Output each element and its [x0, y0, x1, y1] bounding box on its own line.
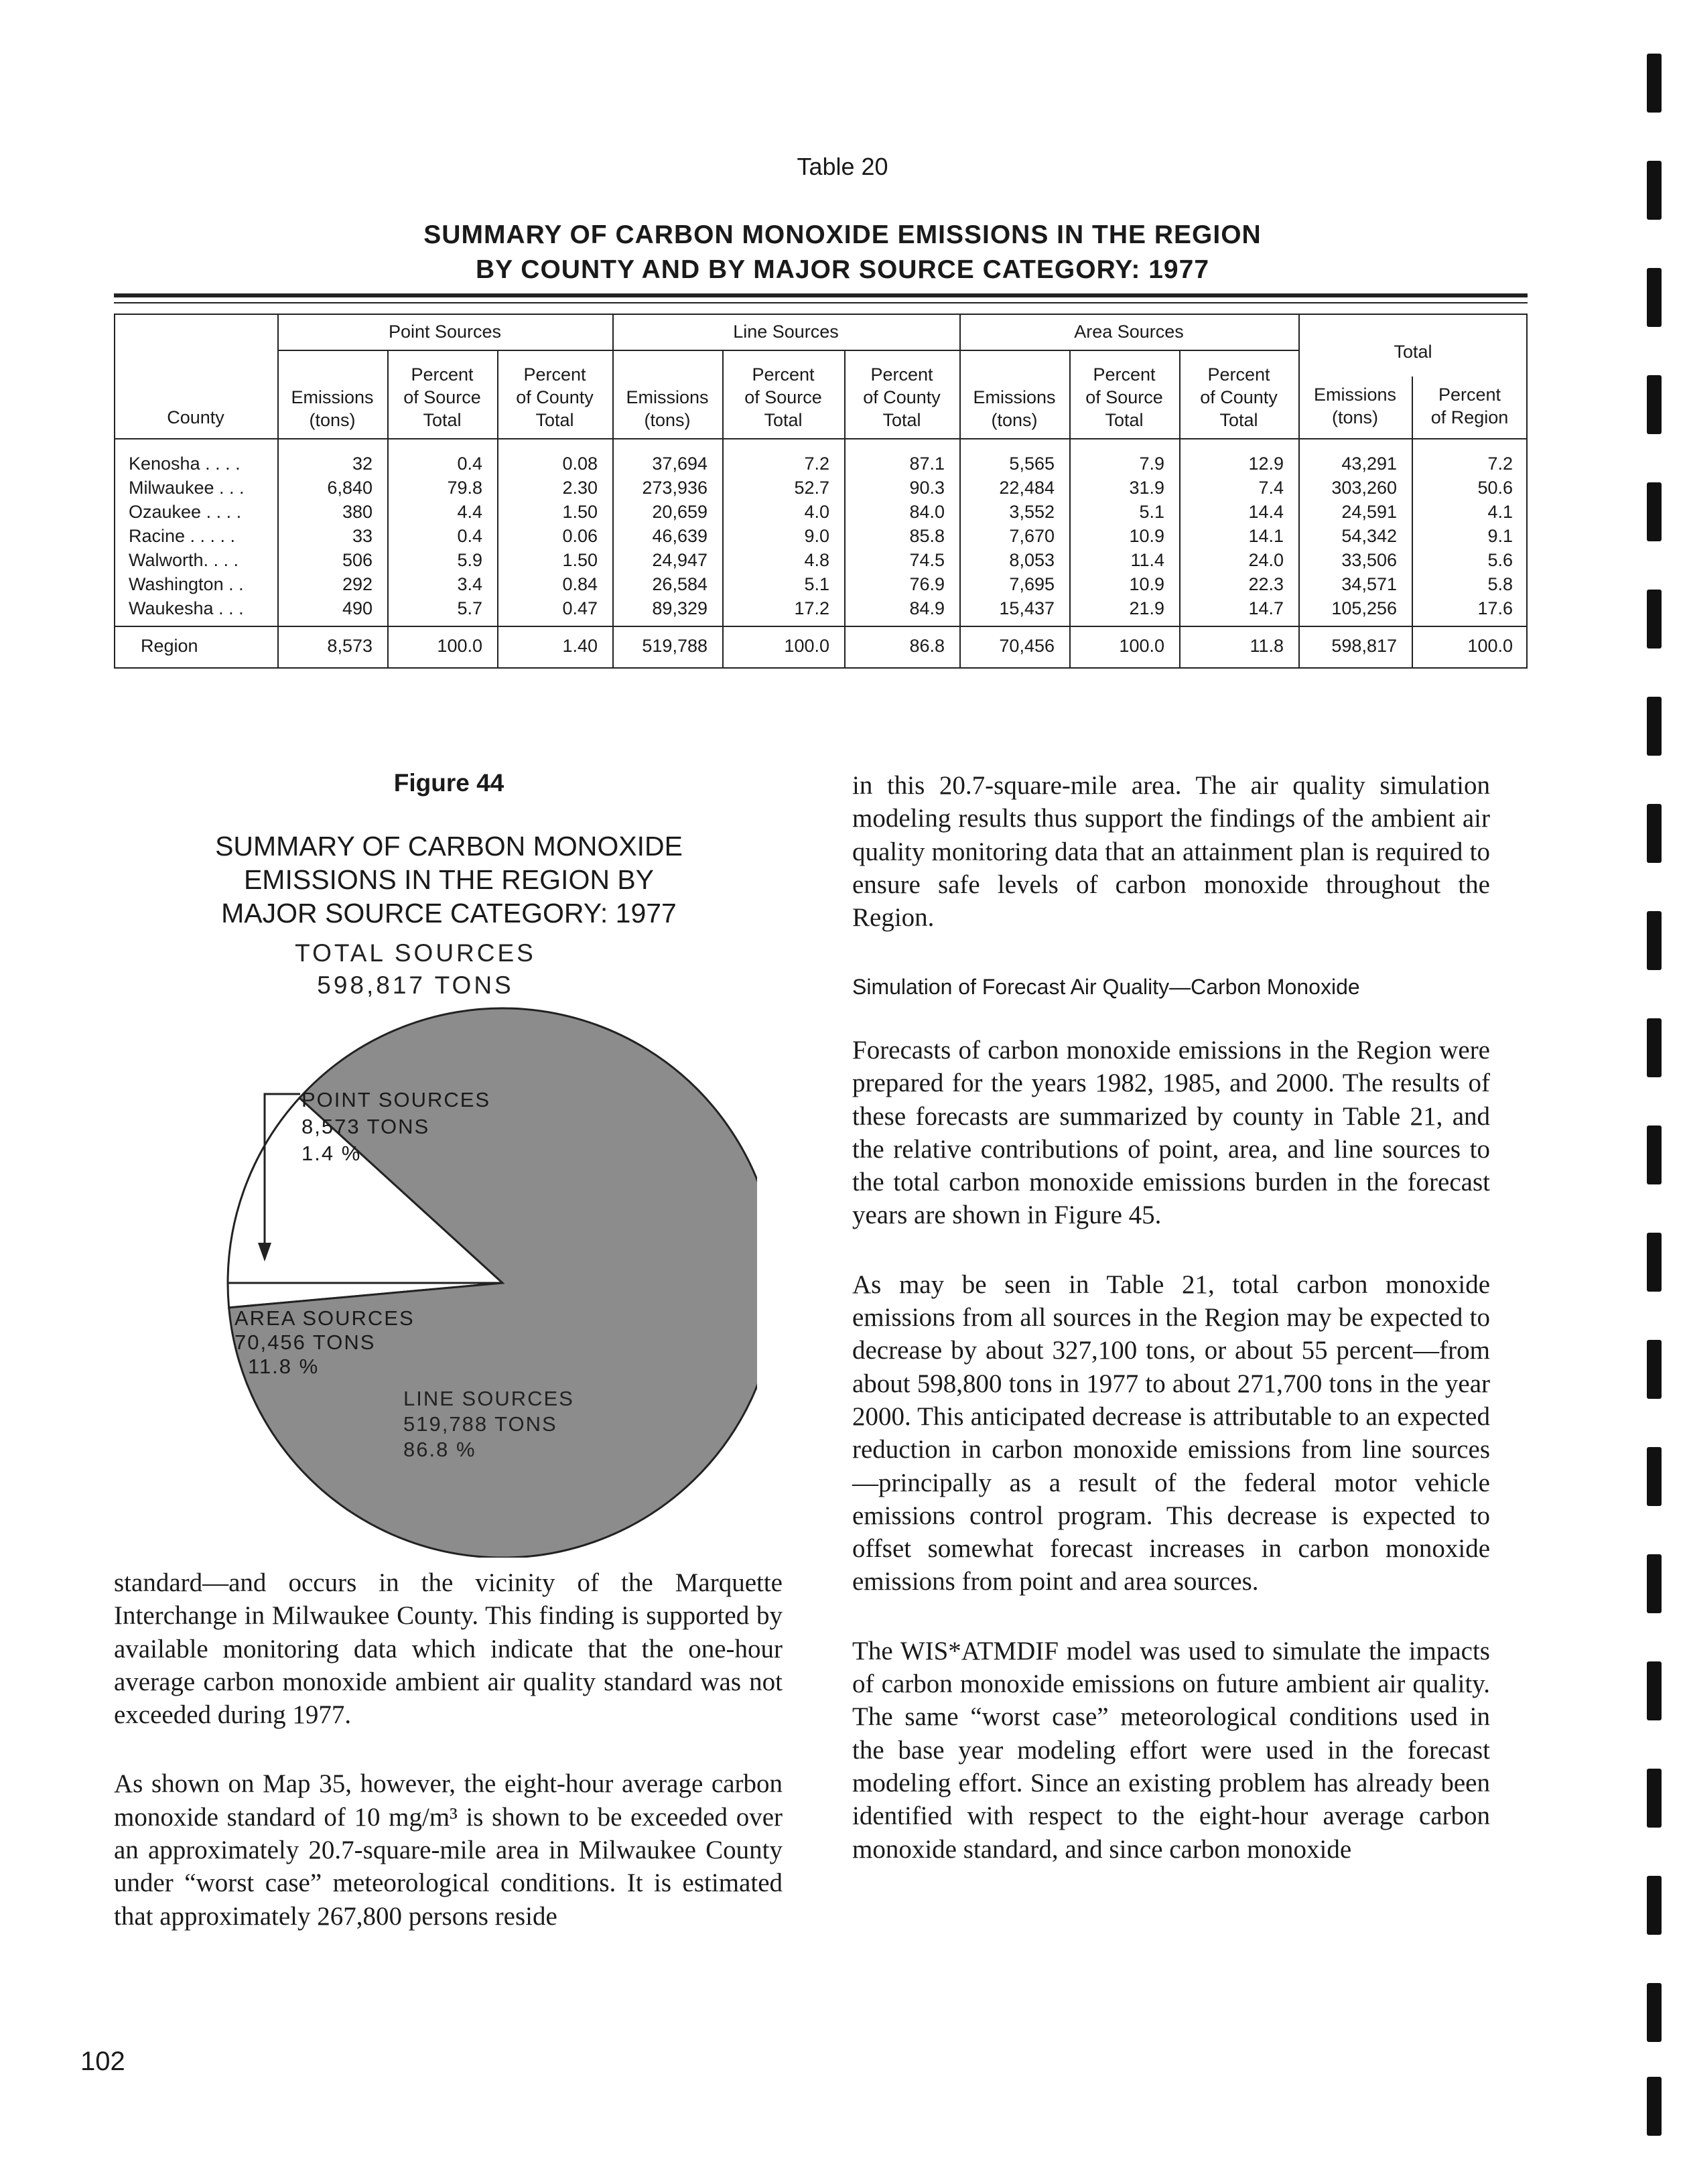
region-cell: 8,573: [327, 636, 373, 656]
column-subheader: Percent: [1207, 364, 1270, 385]
table-cell: 85.8: [909, 526, 945, 546]
table-cell: 0.84: [562, 574, 598, 594]
table-cell: 52.7: [794, 478, 829, 498]
left-paragraph-2: As shown on Map 35, however, the eight-hour average carbon monoxide standard of 10 mg/m³ is shown to be exceeded over an approximately 20.7-square-mile area in Milwaukee County under “worst case” meteorological conditions. It is estimated that approximately 267,800 persons reside: [114, 1769, 783, 1931]
table-cell: 90.3: [909, 478, 945, 498]
table-cell: 24.0: [1248, 550, 1284, 570]
table-label: Table 20: [797, 153, 888, 180]
table-cell: 17.2: [794, 598, 829, 618]
table-cell: 32: [352, 454, 373, 474]
column-subheader: Percent: [411, 364, 474, 385]
county-name: Washington . .: [129, 574, 244, 594]
table-rule-thin: [114, 302, 1528, 303]
pie-label-point-name: POINT SOURCES: [301, 1088, 491, 1111]
region-cell: 11.8: [1250, 636, 1284, 656]
table-rule-thick: [114, 293, 1528, 297]
column-subheader: of Source: [744, 387, 822, 407]
binding-mark: [1647, 1983, 1662, 2042]
figure-title-line-2: EMISSIONS IN THE REGION BY: [243, 864, 655, 895]
table-cell: 7,670: [1009, 526, 1055, 546]
table-cell: 7.2: [804, 454, 829, 474]
region-cell: 100.0: [784, 636, 829, 656]
table-cell: 303,260: [1331, 478, 1397, 498]
pie-label-line-name: LINE SOURCES: [403, 1387, 574, 1410]
binding-mark: [1647, 911, 1662, 970]
right-paragraph-2: As may be seen in Table 21, total carbon monoxide emissions from all sources in the Region may be expected to decrease by about 327,100 tons, or about 55 percent—from about 598,800 tons in 1977 to about 271,700 tons in the year 2000. This anticipated decrease is attributable to an expected reduction in carbon monoxide emissions from line sources—principally as a result of the federal motor vehicle emissions control program. This decrease is expected to offset somewhat forecast increases in carbon monoxide emissions from point and area sources.: [852, 1270, 1490, 1596]
table-cell: 0.06: [562, 526, 598, 546]
county-header: County: [167, 407, 224, 427]
pie-total-label: TOTAL SOURCES: [295, 941, 536, 967]
table-cell: 0.4: [457, 526, 482, 546]
column-subheader: (tons): [644, 410, 691, 430]
table-title-line-2: BY COUNTY AND BY MAJOR SOURCE CATEGORY: 1977: [475, 255, 1210, 284]
column-subheader: Emissions: [291, 387, 374, 407]
county-name: Milwaukee . . .: [129, 478, 245, 498]
table-cell: 7,695: [1009, 574, 1055, 594]
column-subheader: Percent: [1093, 364, 1156, 385]
table-border-bottom: [114, 667, 1528, 669]
table-cell: 14.1: [1248, 526, 1284, 546]
table-cell: 15,437: [999, 598, 1055, 618]
table-cell: 9.1: [1487, 526, 1513, 546]
column-subheader: Total: [423, 410, 462, 430]
pie-label-area-name: AREA SOURCES: [234, 1306, 415, 1330]
binding-marks: [1647, 54, 1667, 2144]
column-subheader: Emissions: [1313, 385, 1397, 405]
table-cell: 0.4: [457, 454, 482, 474]
table-border-right: [1526, 314, 1528, 669]
table-cell: 31.9: [1129, 478, 1164, 498]
table-cell: 10.9: [1129, 526, 1164, 546]
table-cell: 24,591: [1341, 502, 1397, 522]
table-cell: 2.30: [562, 478, 598, 498]
figure-label: Figure 44: [393, 769, 504, 797]
left-paragraph-1: standard—and occurs in the vicinity of the Marquette Interchange in Milwaukee County. This finding is supported by available monitoring data which indicate that the one-hour average carbon monoxide ambient air quality standard was not exceeded during 1977.: [114, 1568, 783, 1730]
column-subheader: of County: [1200, 387, 1278, 407]
table-cell: 4.8: [804, 550, 829, 570]
table-cell: 5.6: [1487, 550, 1513, 570]
section-heading: Simulation of Forecast Air Quality—Carbon Monoxide: [852, 975, 1360, 999]
binding-mark: [1647, 1876, 1662, 1935]
binding-mark: [1647, 1233, 1662, 1292]
total-header-label: Total: [1394, 342, 1432, 362]
table-cell: 34,571: [1341, 574, 1397, 594]
table-cell: 43,291: [1341, 454, 1397, 474]
table-cell: 79.8: [447, 478, 482, 498]
pie-label-line-pct: 86.8 %: [403, 1438, 476, 1461]
table-cell: 506: [342, 550, 373, 570]
right-text-column: [852, 1034, 1490, 1902]
group-header-label: Point Sources: [388, 322, 502, 342]
county-name: Walworth. . . .: [129, 550, 239, 570]
emissions-table: [114, 314, 1528, 669]
table-cell: 54,342: [1341, 526, 1397, 546]
binding-mark: [1647, 375, 1662, 434]
table-cell: 11.4: [1130, 550, 1164, 570]
column-subheader: of Source: [403, 387, 481, 407]
region-rule: [114, 626, 1528, 627]
group-header-label: Area Sources: [1074, 322, 1184, 342]
header-rule: [114, 438, 1528, 439]
region-cell: 100.0: [1119, 636, 1164, 656]
table-cell: 3.4: [457, 574, 482, 594]
table-cell: 84.9: [909, 598, 945, 618]
table-cell: 105,256: [1331, 598, 1397, 618]
table-cell: 24,947: [652, 550, 707, 570]
table-cell: 17.6: [1477, 598, 1513, 618]
region-cell: 598,817: [1331, 636, 1397, 656]
table-cell: 10.9: [1129, 574, 1164, 594]
table-cell: 33,506: [1341, 550, 1397, 570]
table-cell: 4.4: [457, 502, 482, 522]
table-cell: 5,565: [1009, 454, 1055, 474]
pie-chart: [167, 941, 757, 1558]
table-border-left: [114, 314, 115, 669]
table-cell: 8,053: [1009, 550, 1055, 570]
region-cell: 519,788: [642, 636, 707, 656]
table-cell: 4.1: [1487, 502, 1513, 522]
table-cell: 273,936: [642, 478, 707, 498]
right-paragraph-1: Forecasts of carbon monoxide emissions in the Region were prepared for the years 1982, 1985, and 2000. The results of these forecasts are summarized by county in Table 21, and the relative contributions of point, area, and line sources to the total carbon monoxide emissions burden in the forecast years are shown in Figure 45.: [852, 1036, 1490, 1230]
table-cell: 5.8: [1487, 574, 1513, 594]
table-cell: 12.9: [1248, 454, 1284, 474]
column-subheader: Total: [882, 410, 921, 430]
table-cell: 14.7: [1248, 598, 1284, 618]
column-subheader: Total: [1105, 410, 1144, 430]
table-cell: 22.3: [1248, 574, 1284, 594]
table-cell: 33: [352, 526, 373, 546]
table-cell: 21.9: [1129, 598, 1164, 618]
group-header-label: Line Sources: [733, 322, 839, 342]
table-cell: 5.1: [804, 574, 829, 594]
table-cell: 380: [342, 502, 373, 522]
column-subheader: (tons): [1331, 407, 1379, 427]
binding-mark: [1647, 804, 1662, 863]
region-cell: 1.40: [562, 636, 598, 656]
column-subheader: Percent: [1438, 385, 1501, 405]
county-name: Kenosha . . . .: [129, 454, 241, 474]
column-subheader: Emissions: [626, 387, 709, 407]
table-cell: 7.2: [1487, 454, 1513, 474]
county-name: Waukesha . . .: [129, 598, 244, 618]
table-title-line-1: SUMMARY OF CARBON MONOXIDE EMISSIONS IN THE REGION: [423, 220, 1262, 249]
table-cell: 50.6: [1477, 478, 1513, 498]
binding-mark: [1647, 54, 1662, 113]
column-subheader: of County: [863, 387, 941, 407]
column-subheader: Percent: [752, 364, 815, 385]
column-subheader: Percent: [523, 364, 586, 385]
binding-mark: [1647, 590, 1662, 649]
region-cell: 86.8: [909, 636, 945, 656]
column-subheader: Emissions: [973, 387, 1056, 407]
pie-label-point-tons: 8,573 TONS: [301, 1115, 430, 1138]
table-cell: 9.0: [804, 526, 829, 546]
pie-label-line-tons: 519,788 TONS: [403, 1412, 557, 1436]
table-cell: 89,329: [652, 598, 707, 618]
binding-mark: [1647, 1018, 1662, 1077]
table-cell: 20,659: [652, 502, 707, 522]
county-name: Racine . . . . .: [129, 526, 236, 546]
table-cell: 5.1: [1139, 502, 1164, 522]
column-subheader: Total: [764, 410, 803, 430]
table-cell: 292: [342, 574, 373, 594]
binding-mark: [1647, 697, 1662, 756]
binding-mark: [1647, 1554, 1662, 1613]
table-cell: 76.9: [909, 574, 945, 594]
region-label: Region: [141, 636, 198, 656]
table-cell: 1.50: [562, 502, 598, 522]
figure-title-line-1: SUMMARY OF CARBON MONOXIDE: [215, 831, 683, 862]
figure-title: [194, 829, 703, 930]
binding-mark: [1647, 2077, 1662, 2136]
table-cell: 490: [342, 598, 373, 618]
table-cell: 87.1: [909, 454, 945, 474]
binding-mark: [1647, 1769, 1662, 1828]
table-cell: 4.0: [804, 502, 829, 522]
table-cell: 5.7: [457, 598, 482, 618]
column-subheader: (tons): [991, 410, 1038, 430]
pie-label-point-pct: 1.4 %: [301, 1142, 362, 1165]
right-paragraph-continued: in this 20.7-square-mile area. The air quality simulation modeling results thus support the findings of the ambient air quality monitoring data that an attainment plan is required to ensure safe levels of carbon monoxide throughout the Region.: [852, 771, 1490, 933]
right-paragraph-3: The WIS*ATMDIF model was used to simulate the impacts of carbon monoxide emissions on future ambient air quality. The same “worst case” meteorological conditions used in the base year modeling effort were used in the forecast modeling effort. Since an existing problem has already been identified with respect to the eight-hour average carbon monoxide standard, and since carbon monoxide: [852, 1636, 1490, 1864]
pie-label-area-pct: 11.8 %: [248, 1355, 320, 1378]
region-cell: 70,456: [999, 636, 1055, 656]
binding-mark: [1647, 1661, 1662, 1720]
region-cell: 100.0: [437, 636, 482, 656]
table-cell: 84.0: [909, 502, 945, 522]
binding-mark: [1647, 1340, 1662, 1399]
pie-total-value: 598,817 TONS: [317, 971, 514, 999]
table-cell: 6,840: [327, 478, 373, 498]
table-cell: 74.5: [909, 550, 945, 570]
table-cell: 5.9: [457, 550, 482, 570]
column-subheader: Total: [535, 410, 574, 430]
column-subheader: of Source: [1085, 387, 1163, 407]
figure-title-line-3: MAJOR SOURCE CATEGORY: 1977: [221, 898, 677, 929]
column-subheader: Percent: [870, 364, 933, 385]
table-cell: 0.47: [562, 598, 598, 618]
pie-label-area-tons: 70,456 TONS: [234, 1330, 376, 1354]
table-cell: 7.9: [1139, 454, 1164, 474]
table-cell: 3,552: [1009, 502, 1055, 522]
column-subheader: of County: [516, 387, 594, 407]
table-cell: 46,639: [652, 526, 707, 546]
binding-mark: [1647, 1125, 1662, 1184]
table-cell: 14.4: [1248, 502, 1284, 522]
binding-mark: [1647, 1447, 1662, 1506]
column-subheader: (tons): [309, 410, 356, 430]
table-cell: 0.08: [562, 454, 598, 474]
table-cell: 22,484: [999, 478, 1055, 498]
binding-mark: [1647, 482, 1662, 541]
table-cell: 7.4: [1258, 478, 1284, 498]
table-cell: 1.50: [562, 550, 598, 570]
region-cell: 100.0: [1467, 636, 1513, 656]
page-number: 102: [80, 2047, 125, 2076]
table-cell: 26,584: [652, 574, 707, 594]
right-text-column-top: [852, 769, 1490, 970]
group-header-rule: [277, 350, 1298, 351]
table-title: [0, 218, 1685, 287]
county-name: Ozaukee . . . .: [129, 502, 242, 522]
column-subheader: of Region: [1430, 407, 1509, 427]
column-subheader: Total: [1219, 410, 1258, 430]
left-text-column: [114, 1566, 783, 1969]
table-cell: 37,694: [652, 454, 707, 474]
